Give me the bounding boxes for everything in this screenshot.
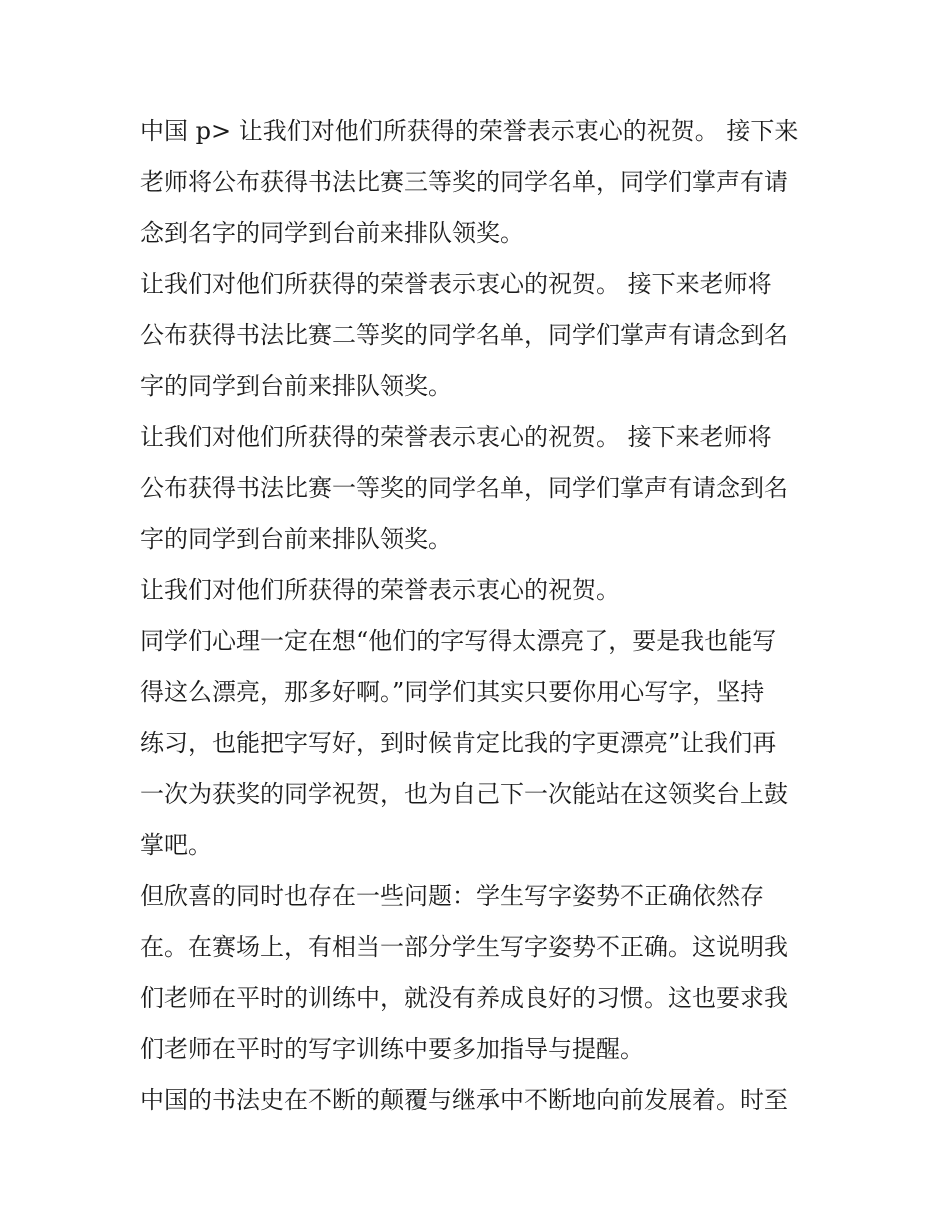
text-line: 字的同学到台前来排队领奖。 xyxy=(140,372,452,400)
text-line: 老师将公布获得书法比赛三等奖的同学名单，同学们掌声有请 xyxy=(140,168,788,196)
text-line: 同学们心理一定在想“他们的字写得太漂亮了，要是我也能写 xyxy=(140,627,777,655)
text-line: 公布获得书法比赛一等奖的同学名单，同学们掌声有请念到名 xyxy=(140,474,788,502)
text-line: 得这么漂亮，那多好啊。”同学们其实只要你用心写字，坚持 xyxy=(140,678,765,706)
text-line: 字的同学到台前来排队领奖。 xyxy=(140,525,452,553)
text-line: 们老师在平时的写字训练中要多加指导与提醒。 xyxy=(140,1035,644,1063)
text-line: 练习，也能把字写好，到时候肯定比我的字更漂亮”让我们再 xyxy=(140,729,777,757)
text-line: 但欣喜的同时也存在一些问题：学生写字姿势不正确依然存 xyxy=(140,882,764,910)
text-line: 中国的书法史在不断的颠覆与继承中不断地向前发展着。时至 xyxy=(140,1086,788,1114)
text-line: 中国 p> 让我们对他们所获得的荣誉表示衷心的祝贺。 接下来 xyxy=(140,117,799,145)
text-line: 公布获得书法比赛二等奖的同学名单，同学们掌声有请念到名 xyxy=(140,321,788,349)
text-line: 们老师在平时的训练中，就没有养成良好的习惯。这也要求我 xyxy=(140,984,788,1012)
text-line: 念到名字的同学到台前来排队领奖。 xyxy=(140,219,524,247)
text-line: 让我们对他们所获得的荣誉表示衷心的祝贺。 接下来老师将 xyxy=(140,423,772,451)
text-line: 掌吧。 xyxy=(140,831,212,859)
text-line: 让我们对他们所获得的荣誉表示衷心的祝贺。 xyxy=(140,576,620,604)
text-line: 一次为获奖的同学祝贺，也为自己下一次能站在这领奖台上鼓 xyxy=(140,780,788,808)
text-line: 让我们对他们所获得的荣誉表示衷心的祝贺。 接下来老师将 xyxy=(140,270,772,298)
text-line: 在。在赛场上，有相当一部分学生写字姿势不正确。这说明我 xyxy=(140,933,788,961)
document-body xyxy=(140,106,820,1126)
